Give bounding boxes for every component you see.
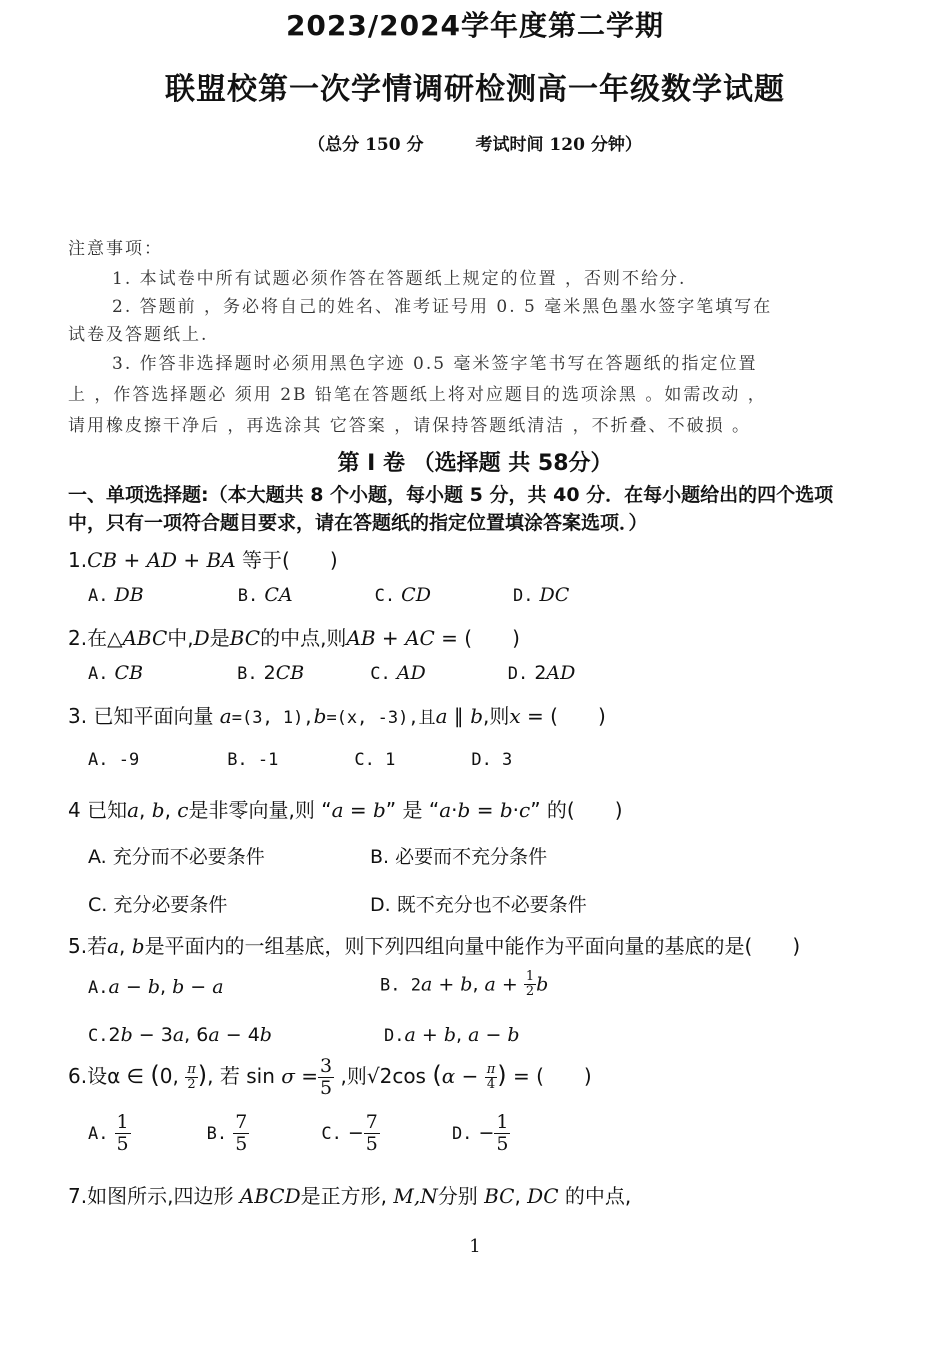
question-4: 4 已知a, b, c是非零向量,则 “a = b” 是 “a·b = b·c” 的( ) xyxy=(68,798,623,822)
question-3: 3. 已知平面向量 a=(3, 1),b=(x, -3),且a ∥ b,则x = ( ) xyxy=(68,704,606,728)
question-2: 2.在△ABC中,D是BC的中点,则AB + AC = ( ) xyxy=(68,626,520,650)
vector-cb: CB xyxy=(87,548,118,572)
notice-line-4: 3. 作答非选择题时必须用黑色字迹 0.5 毫米签字笔书写在答题纸的指定位置 xyxy=(112,354,758,374)
exam-term-title: 2023/2024学年度第二学期 xyxy=(285,9,665,42)
exam-meta xyxy=(0,130,950,155)
section-intro-line-1: 一、单项选择题:（本大题共 8 个小题，每小题 5 分，共 40 分．在每小题给出的四个选项 xyxy=(68,484,834,506)
vector-ba: BA xyxy=(206,548,236,572)
question-7: 7.如图所示,四边形 ABCD是正方形, M,N分别 BC, DC 的中点, xyxy=(68,1184,632,1208)
q5-option-a: A.a − b, b − a xyxy=(88,976,224,998)
q1-options: A. DB B. CA C. CD D. DC xyxy=(88,584,570,606)
q4-option-d: D. 既不充分也不必要条件 xyxy=(370,894,587,916)
question-1: 1.CB + AD + BA 等于( ) xyxy=(68,548,338,572)
question-6: 6.设α ∈ (0, $\frac{\pi}{2}$ ), 若 sin σ = $\frac{3}{5}$ ,则√2cos (α − $\frac{\pi}{4}$ ) = ( ) xyxy=(68,1055,592,1099)
notice-line-3: 试卷及答题纸上. xyxy=(68,325,209,345)
total-score: （总分 150 分 xyxy=(308,135,424,155)
section-title: 第 I 卷 （选择题 共 58分） xyxy=(337,451,613,476)
exam-time: 考试时间 120 分钟） xyxy=(475,135,642,155)
page-number: 1 xyxy=(469,1236,481,1257)
q4-option-a: A. 充分而不必要条件 xyxy=(88,846,265,868)
question-5: 5.若a, b是平面内的一组基底，则下列四组向量中能作为平面向量的基底的是( ) xyxy=(68,934,801,958)
q4-option-c: C. 充分必要条件 xyxy=(88,894,228,916)
q3-options: A. -9 B. -1 C. 1 D. 3 xyxy=(88,750,513,770)
q5-option-d: D.a + b, a − b xyxy=(384,1024,520,1046)
notice-line-1: 1. 本试卷中所有试题必须作答在答题纸上规定的位置 ，否则不给分. xyxy=(112,269,687,289)
exam-title: 联盟校第一次学情调研检测高一年级数学试题 xyxy=(165,72,785,107)
q5-option-b: B. 2a + b, a + $\frac{1}{2}$ b xyxy=(380,969,549,1000)
notice-line-6: 请用橡皮擦干净后 ，再选涂其 它答案 ，请保持答题纸清洁 ，不折叠、不破损 。 xyxy=(68,416,752,436)
notice-title: 注意事项： xyxy=(68,239,163,259)
notice-line-5: 上 ，作答选择题必 须用 2B 铅笔在答题纸上将对应题目的选项涂黑 。如需改动 ， xyxy=(68,385,767,405)
section-intro-line-2: 中，只有一项符合题目要求，请在答题纸的指定位置填涂答案选项．） xyxy=(68,512,648,534)
q2-options: A. CB B. 2CB C. AD D. 2AD xyxy=(88,662,576,684)
vector-ad: AD xyxy=(146,548,178,572)
notice-line-2: 2. 答题前 ，务必将自己的姓名、准考证号用 0. 5 毫米黑色墨水签字笔填写在 xyxy=(112,297,773,317)
q6-options: A. $\frac{1}{5}$ B. $\frac{7}{5}$ C. − $\frac{7}{5}$ D. − $\frac{1}{5}$ xyxy=(88,1111,509,1155)
q4-option-b: B. 必要而不充分条件 xyxy=(370,846,548,868)
q5-option-c: C.2b − 3a, 6a − 4b xyxy=(88,1024,272,1046)
